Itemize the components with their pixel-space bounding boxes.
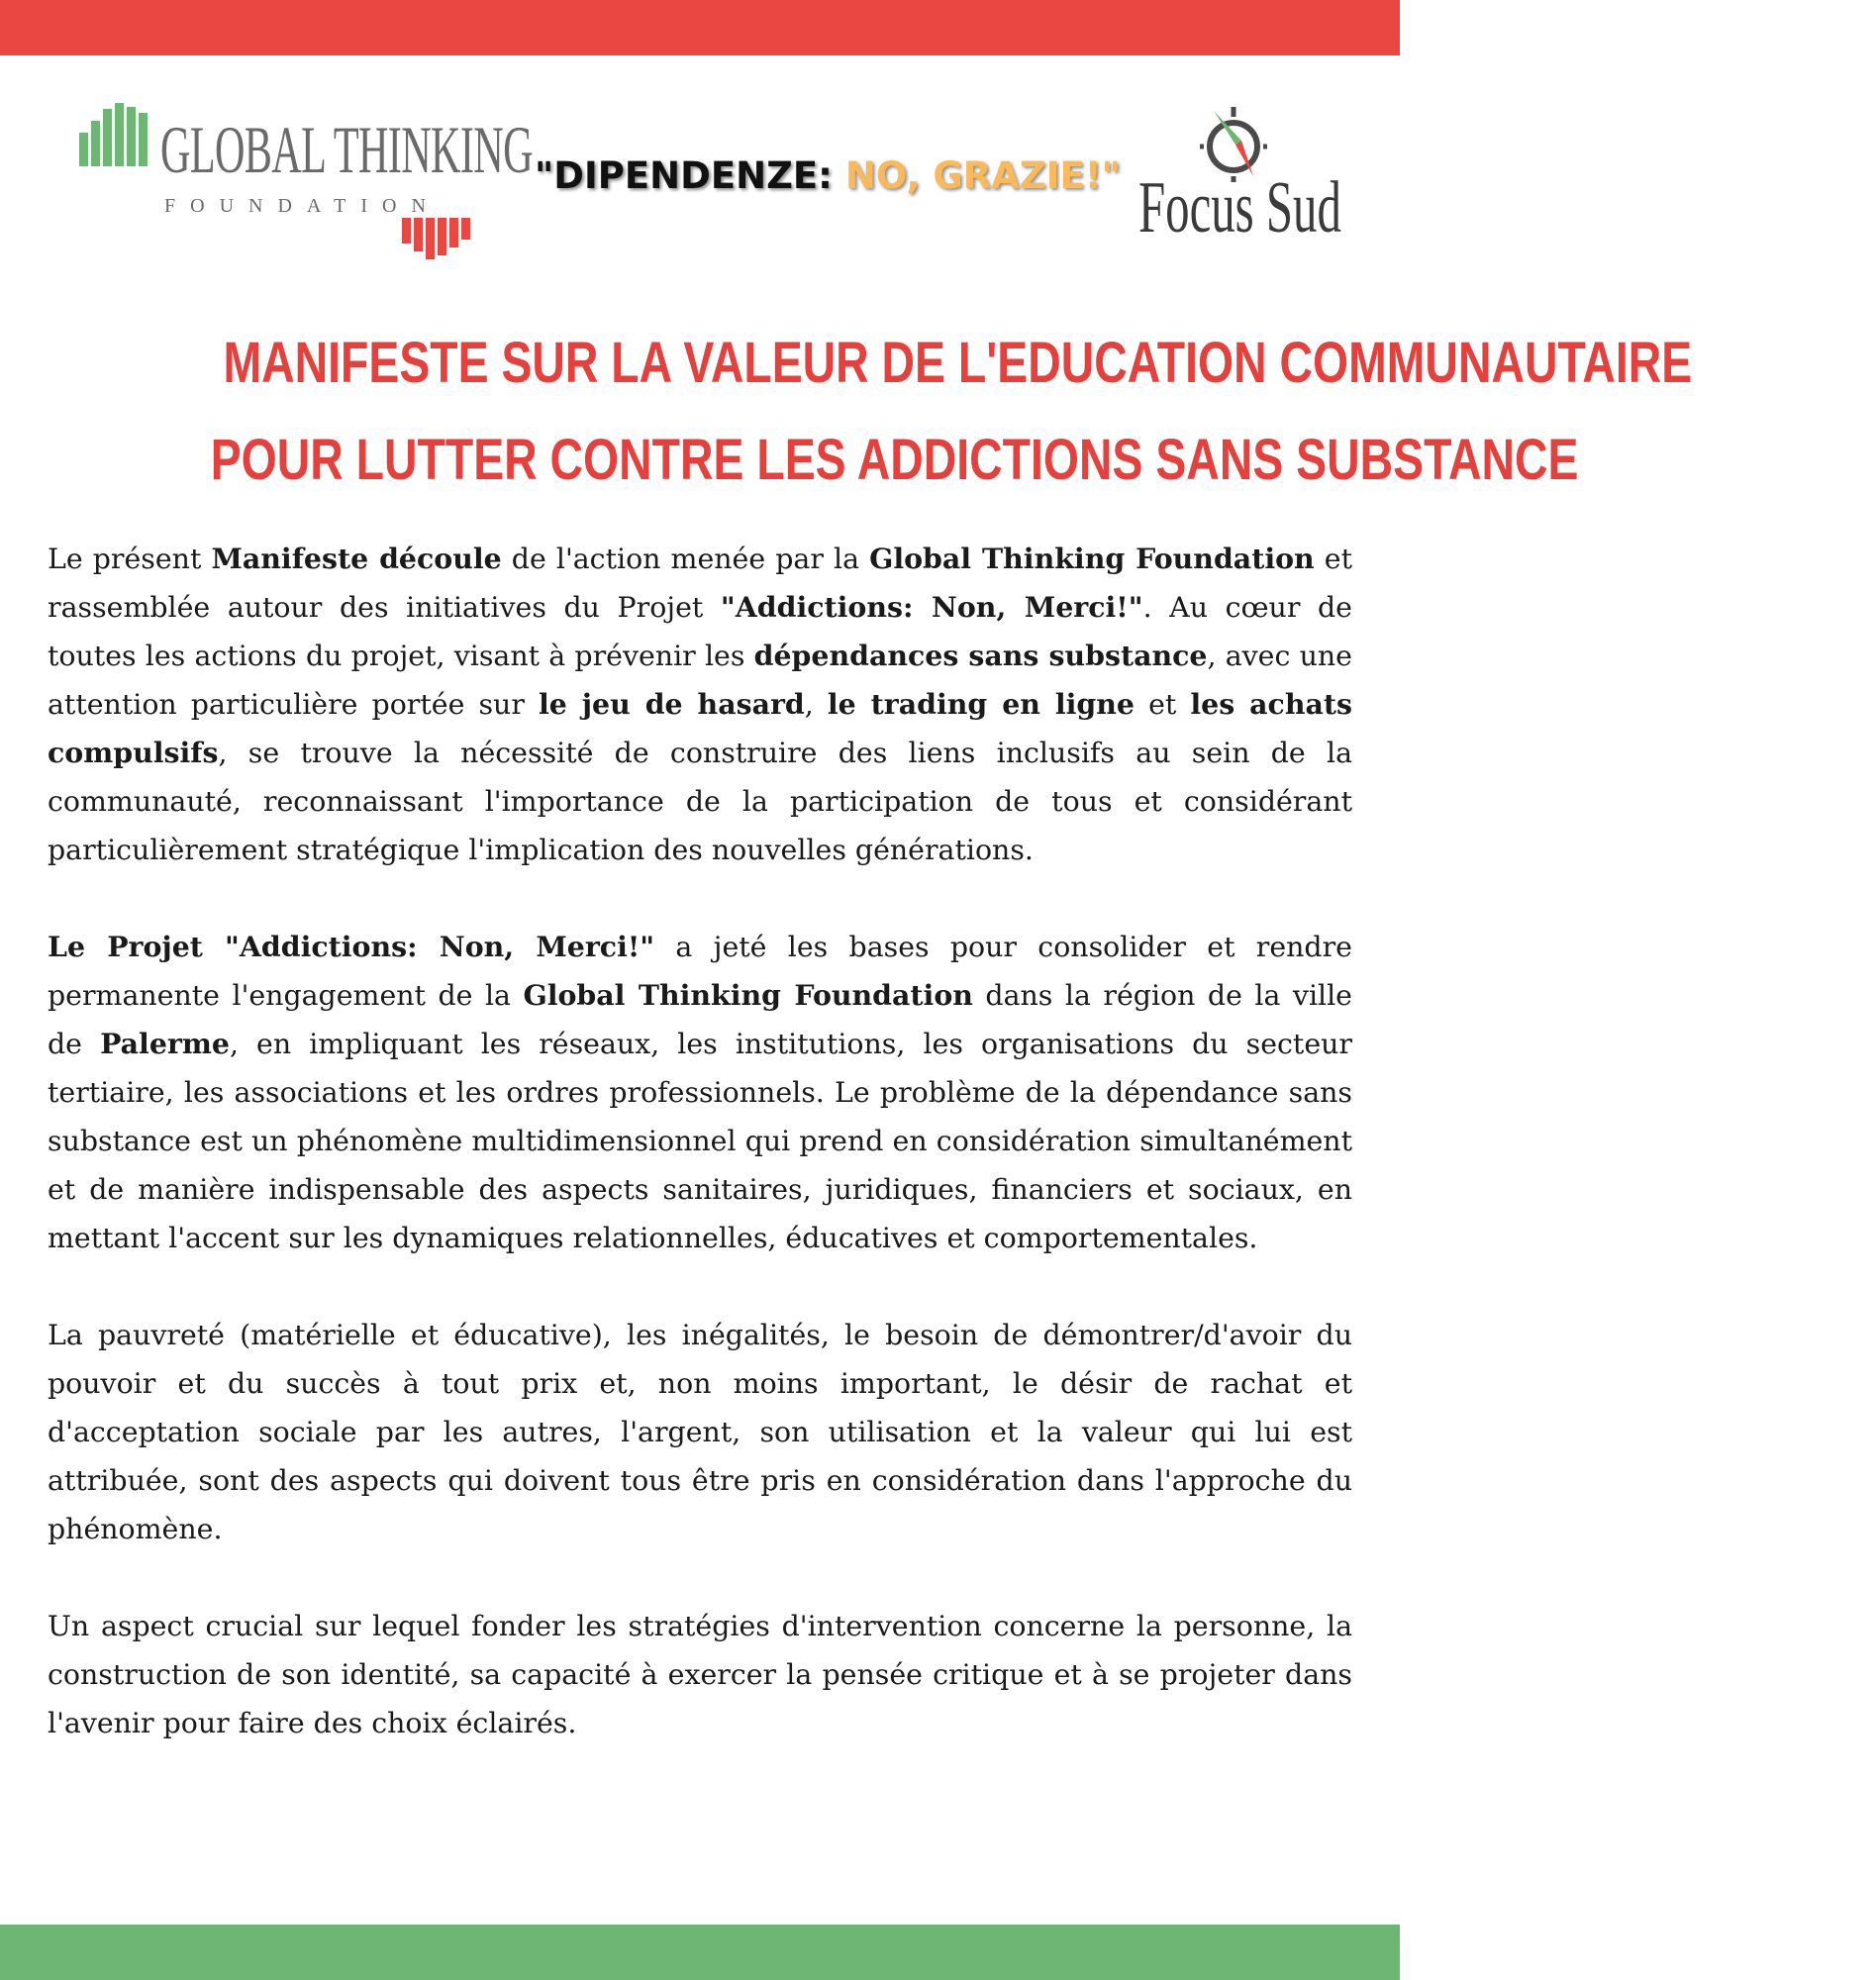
top-color-band: [0, 0, 1400, 55]
text-run: de l'action menée par la: [501, 543, 870, 575]
text-run: dans la région de la ville de: [48, 979, 1352, 1060]
logo-bar-green-3: [103, 109, 112, 166]
title-line-2: [40, 412, 1579, 509]
title-line-1-text: MANIFESTE SUR LA VALEUR DE L'EDUCATION COMMUNAUTAIRE: [223, 331, 1693, 395]
logo-bar-red-6: [461, 218, 470, 240]
bold-run: dépendances sans substance: [753, 639, 1208, 672]
paragraph-1: [48, 535, 1352, 874]
campaign-slogan: [535, 152, 1121, 200]
bold-run: Palerme: [100, 1027, 230, 1060]
text-run: et rassemblée autour des initiatives du Projet: [48, 543, 1352, 624]
bold-run: Global Thinking Foundation: [869, 542, 1315, 575]
logo-bar-red-2: [414, 218, 423, 251]
slogan-part-2: NO, GRAZIE!": [844, 154, 1121, 197]
bold-run: Manifeste découle: [211, 542, 502, 575]
logo-bar-red-4: [438, 218, 446, 255]
text-run: ,: [804, 688, 828, 721]
logo-bar-green-4: [115, 103, 124, 166]
bold-run: Global Thinking Foundation: [523, 978, 973, 1012]
paragraph-3: La pauvreté (matérielle et éducative), les inégalités, le besoin de démontrer/d'avoir du pouvoir et du succès à tout prix et, non moins important, le désir de rachat et d'acceptation sociale par les autres, l'argent, son utilisation et la valeur qui lui est attribuée, sont des aspects qui doivent tous être pris en considération dans l'approche du phénomène.: [48, 1319, 1352, 1545]
document-title: [40, 315, 1693, 509]
bottom-color-band: [0, 1925, 1400, 1980]
text-run: Le présent: [48, 543, 212, 575]
bold-run: Le Projet "Addictions: Non, Merci!": [48, 930, 655, 963]
logo-bar-red-1: [402, 218, 411, 244]
title-line-1: [40, 315, 1693, 412]
bold-run: le jeu de hasard: [538, 687, 805, 721]
slogan-part-1: "DIPENDENZE:: [535, 154, 845, 197]
paragraph-4: Un aspect crucial sur lequel fonder les stratégies d'intervention concerne la personne, la construction de son identité, sa capacité à exercer la pensée critique et à se projeter dans l'avenir pour faire des choix éclairés.: [48, 1610, 1352, 1739]
text-run: a jeté les bases pour consolider et rendre permanente l'engagement de la: [48, 931, 1352, 1012]
logo-bar-green-5: [127, 107, 136, 166]
bold-run: "Addictions: Non, Merci!": [720, 590, 1143, 624]
global-thinking-foundation-logo: [79, 112, 533, 261]
header: [0, 99, 1400, 267]
text-run: , avec une attention particulière portée sur: [48, 640, 1352, 721]
logo-title: GLOBAL THINKING: [160, 112, 533, 187]
text-run: et: [1135, 688, 1191, 721]
logo-bar-red-5: [449, 218, 458, 248]
text-run: , se trouve la nécessité de construire des liens inclusifs au sein de la communauté, reconnaissant l'importance de la participation de tous et considérant particulièrement stratégique l'implication des nouvelles générations.: [48, 737, 1352, 866]
focus-sud-logo: [1129, 103, 1341, 251]
manifesto-body: [48, 535, 1352, 1796]
logo-bar-red-3: [426, 218, 435, 259]
logo-bar-green-2: [91, 121, 100, 166]
focus-sud-wordmark: Focus Sud: [1138, 167, 1341, 248]
logo-subtitle: FOUNDATION: [164, 195, 441, 217]
logo-bar-green-1: [79, 133, 88, 166]
bold-run: le trading en ligne: [827, 687, 1135, 721]
title-line-2-text: POUR LUTTER CONTRE LES ADDICTIONS SANS SUBSTANCE: [210, 428, 1579, 492]
paragraph-2: [48, 923, 1352, 1262]
logo-bar-green-6: [139, 113, 148, 166]
text-run: , en impliquant les réseaux, les institutions, les organisations du secteur tertiaire, les associations et les ordres professionnels. Le problème de la dépendance sans substance est un phénomène multidimensionnel qui prend en considération simultanément et de manière indispensable des aspects sanitaires, juridiques, financiers et sociaux, en mettant l'accent sur les dynamiques relationnelles, éducatives et comportementales.: [48, 1028, 1353, 1254]
bold-run: les achats compulsifs: [48, 687, 1352, 769]
text-run: . Au cœur de toutes les actions du projet, visant à prévenir les: [48, 591, 1352, 672]
